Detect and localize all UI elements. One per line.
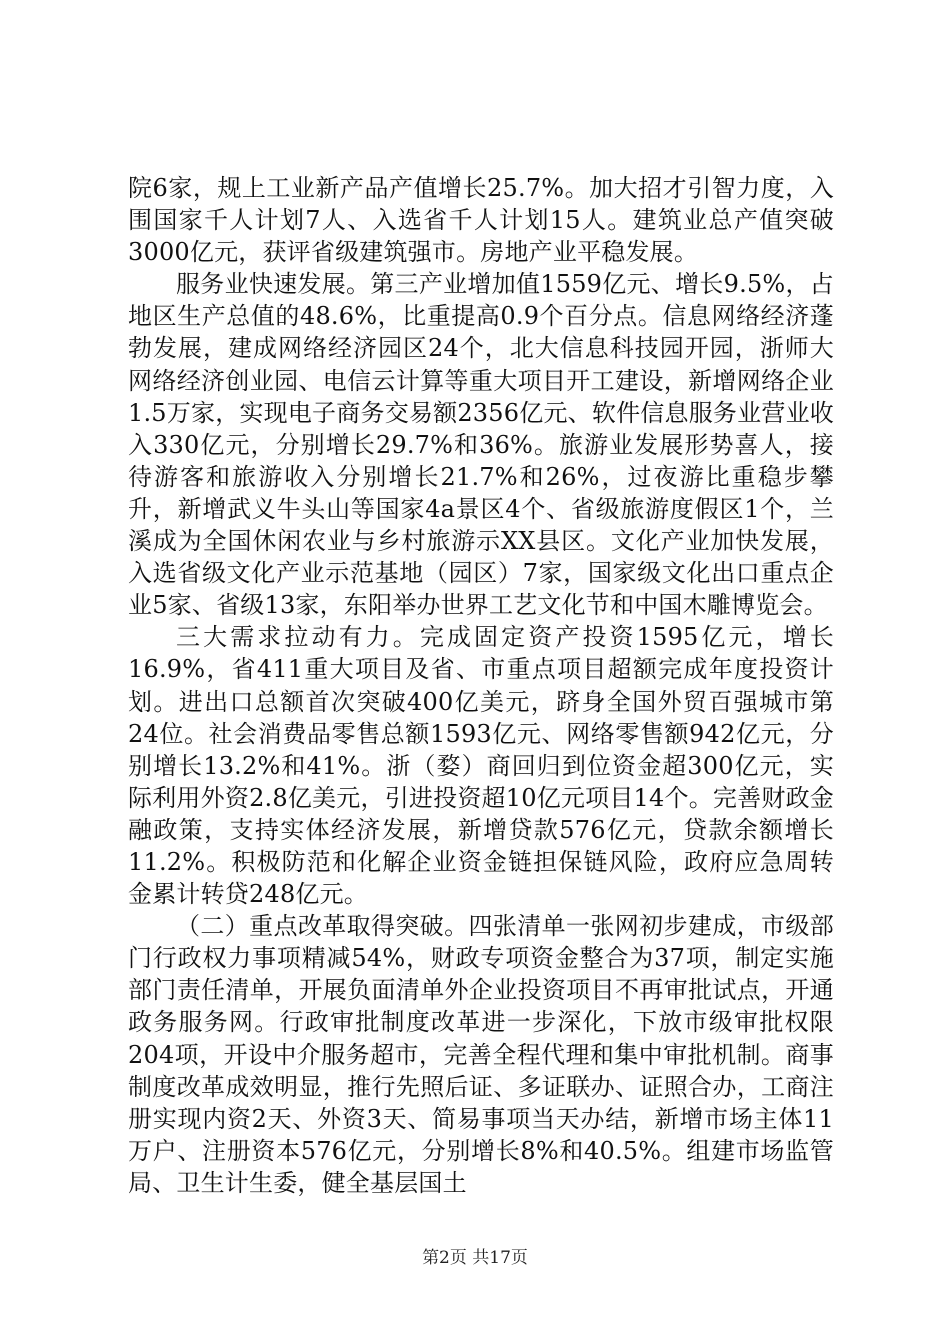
paragraph-service-industry: 服务业快速发展。第三产业增加值1559亿元、增长9.5%，占地区生产总值的48.6%，比重提高0.9个百分点。信息网络经济蓬勃发展，建成网络经济园区24个，北大信息科技园开园，浙师大网络经济创业园、电信云计算等重大项目开工建设，新增网络企业1.5万家，实现电子商务交易额2356亿元、软件信息服务业营业收入330亿元，分别增长29.7%和36%。旅游业发展形势喜人，接待游客和旅游收入分别增长21.7%和26%，过夜游比重稳步攀升，新增武义牛头山等国家4a景区4个、省级旅游度假区1个，兰溪成为全国休闲农业与乡村旅游示XX县区。文化产业加快发展，入选省级文化产业示范基地（园区）7家，国家级文化出口重点企业5家、省级13家，东阳举办世界工艺文化节和中国木雕博览会。 xyxy=(128,270,834,620)
paragraph-industry-continued: 院6家，规上工业新产品产值增长25.7%。加大招才引智力度，入围国家千人计划7人、入选省千人计划15人。建筑业总产值突破3000亿元，获评省级建筑强市。房地产业平稳发展。 xyxy=(128,174,834,267)
document-body xyxy=(128,172,834,1199)
paragraph-demand: 三大需求拉动有力。完成固定资产投资1595亿元，增长16.9%，省411重大项目及省、市重点项目超额完成年度投资计划。进出口总额首次突破400亿美元，跻身全国外贸百强城市第24位。社会消费品零售总额1593亿元、网络零售额942亿元，分别增长13.2%和41%。浙（婺）商回归到位资金超300亿元，实际利用外资2.8亿美元，引进投资超10亿元项目14个。完善财政金融政策，支持实体经济发展，新增贷款576亿元，贷款余额增长11.2%。积极防范和化解企业资金链担保链风险，政府应急周转金累计转贷248亿元。 xyxy=(128,623,834,909)
page-number-footer: 第2页 共17页 xyxy=(422,1248,528,1268)
paragraph-reform: （二）重点改革取得突破。四张清单一张网初步建成，市级部门行政权力事项精减54%，财政专项资金整合为37项，制定实施部门责任清单，开展负面清单外企业投资项目不再审批试点，开通政务服务网。行政审批制度改革进一步深化，下放市级审批权限204项，开设中介服务超市，完善全程代理和集中审批机制。商事制度改革成效明显，推行先照后证、多证联办、证照合办，工商注册实现内资2天、外资3天、简易事项当天办结，新增市场主体11万户、注册资本576亿元，分别增长8%和40.5%。组建市场监管局、卫生计生委，健全基层国土 xyxy=(128,912,834,1197)
